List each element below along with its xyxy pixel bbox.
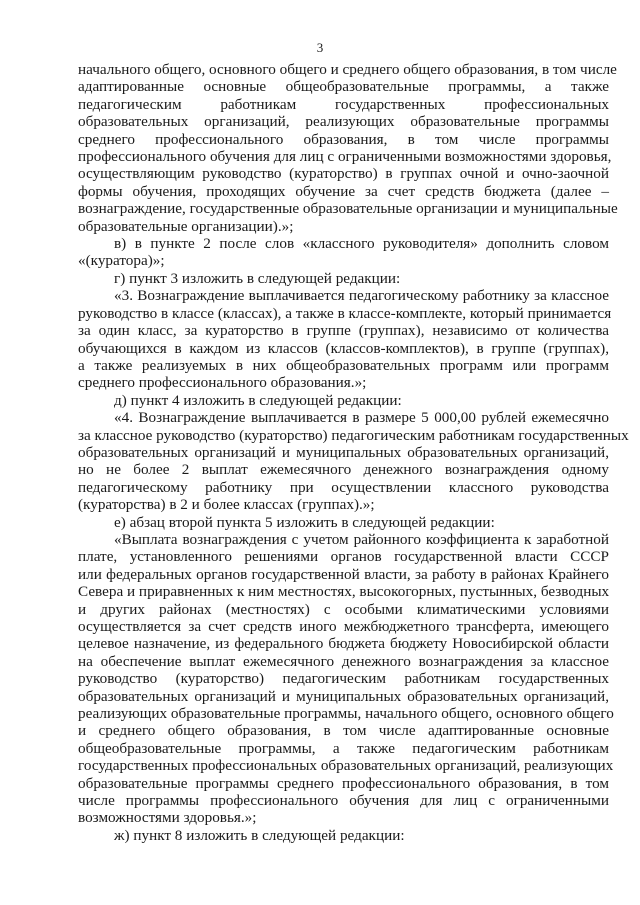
text-line: е) абзац второй пункта 5 изложить в следующей редакции: xyxy=(114,513,495,531)
page-number: 3 xyxy=(316,40,324,55)
text-line: образовательных организаций и муниципальных образовательных организаций, xyxy=(78,687,609,705)
text-line: в) в пункте 2 после слов «классного руководителя» дополнить словом xyxy=(114,235,609,253)
text-line: формы обучения, проходящих обучение за счет средств бюджета (далее – xyxy=(78,182,609,200)
text-line: профессионального обучения для лиц с ограниченными возможностями здоровья, xyxy=(78,148,612,166)
text-line: образовательных организаций и муниципальных образовательных организаций, xyxy=(78,443,609,461)
text-line: адаптированные основные общеобразовательные программы, а также xyxy=(78,78,609,96)
text-line: государственных профессиональных образовательных организаций, реализующих xyxy=(78,757,614,775)
text-line: (кураторства) в 2 и более классах (группах).»; xyxy=(78,496,375,514)
text-line: «4. Вознаграждение выплачивается в размере 5 000,00 рублей ежемесячно xyxy=(114,409,609,427)
text-line: руководство (кураторство) педагогическим работникам государственных xyxy=(78,670,609,688)
text-line: за классное руководство (кураторство) педагогическим работникам государственных xyxy=(78,426,629,444)
text-line: образовательные программы среднего профессионального образования, в том xyxy=(78,774,609,792)
text-line: и среднего общего образования, в том числе адаптированные основные xyxy=(78,722,609,740)
text-line: образовательные организации).»; xyxy=(78,217,294,235)
text-line: и других районах (местностях) с особыми климатическими условиями xyxy=(78,600,609,618)
text-line: общеобразовательные программы, а также педагогическим работникам xyxy=(78,739,609,757)
text-line: Севера и приравненных к ним местностях, высокогорных, пустынных, безводных xyxy=(78,583,610,601)
text-line: руководство в классе (классах), а также в классе-комплекте, который принимается xyxy=(78,304,612,322)
text-line: «3. Вознаграждение выплачивается педагогическому работнику за классное xyxy=(114,287,609,305)
text-line: среднего профессионального образования, в том числе программы xyxy=(78,130,609,148)
text-line: д) пункт 4 изложить в следующей редакции: xyxy=(114,391,402,409)
text-line: г) пункт 3 изложить в следующей редакции: xyxy=(114,269,401,287)
text-line: плате, установленного решениями органов государственной власти СССР xyxy=(78,548,609,566)
text-line: осуществляющим руководство (кураторство) в группах очной и очно-заочной xyxy=(78,165,609,183)
document-body xyxy=(78,61,629,844)
text-line: педагогическому работнику при осуществлении классного руководства xyxy=(78,478,609,496)
text-line: за один класс, за кураторство в группе (группах), независимо от количества xyxy=(78,322,609,340)
text-line: обучающихся в каждом из классов (классов-комплектов), в группе (группах), xyxy=(78,339,609,357)
text-line: целевое назначение, из федерального бюджета бюджету Новосибирской области xyxy=(78,635,609,653)
text-line: возможностями здоровья.»; xyxy=(78,809,257,827)
text-line: образовательных организаций, реализующих образовательные программы xyxy=(78,113,609,131)
text-line: числе программы профессионального обучения для лиц с ограниченными xyxy=(78,792,609,810)
text-line: «(куратора)»; xyxy=(78,252,165,270)
text-line: педагогическим работникам государственных профессиональных xyxy=(78,95,609,113)
text-line: «Выплата вознаграждения с учетом районного коэффициента к заработной xyxy=(114,530,609,548)
text-line: на обеспечение выплат ежемесячного денежного вознаграждения за классное xyxy=(78,652,609,670)
text-line: осуществляется за счет средств иного межбюджетного трансферта, имеющего xyxy=(78,618,609,635)
text-line: реализующих образовательные программы, начального общего, основного общего xyxy=(78,705,614,723)
text-line: вознаграждение, государственные образовательные организации и муниципальные xyxy=(78,200,618,218)
text-line: но не более 2 выплат ежемесячного денежного вознаграждения одному xyxy=(78,461,609,479)
text-line: среднего профессионального образования.»; xyxy=(78,374,367,392)
text-line: ж) пункт 8 изложить в следующей редакции: xyxy=(114,826,405,844)
text-line: а также реализуемых в них общеобразовательных программ или программ xyxy=(78,356,609,374)
text-line: начального общего, основного общего и среднего общего образования, в том числе xyxy=(78,61,617,78)
text-line: или федеральных органов государственной власти, за работу в районах Крайнего xyxy=(78,565,609,583)
